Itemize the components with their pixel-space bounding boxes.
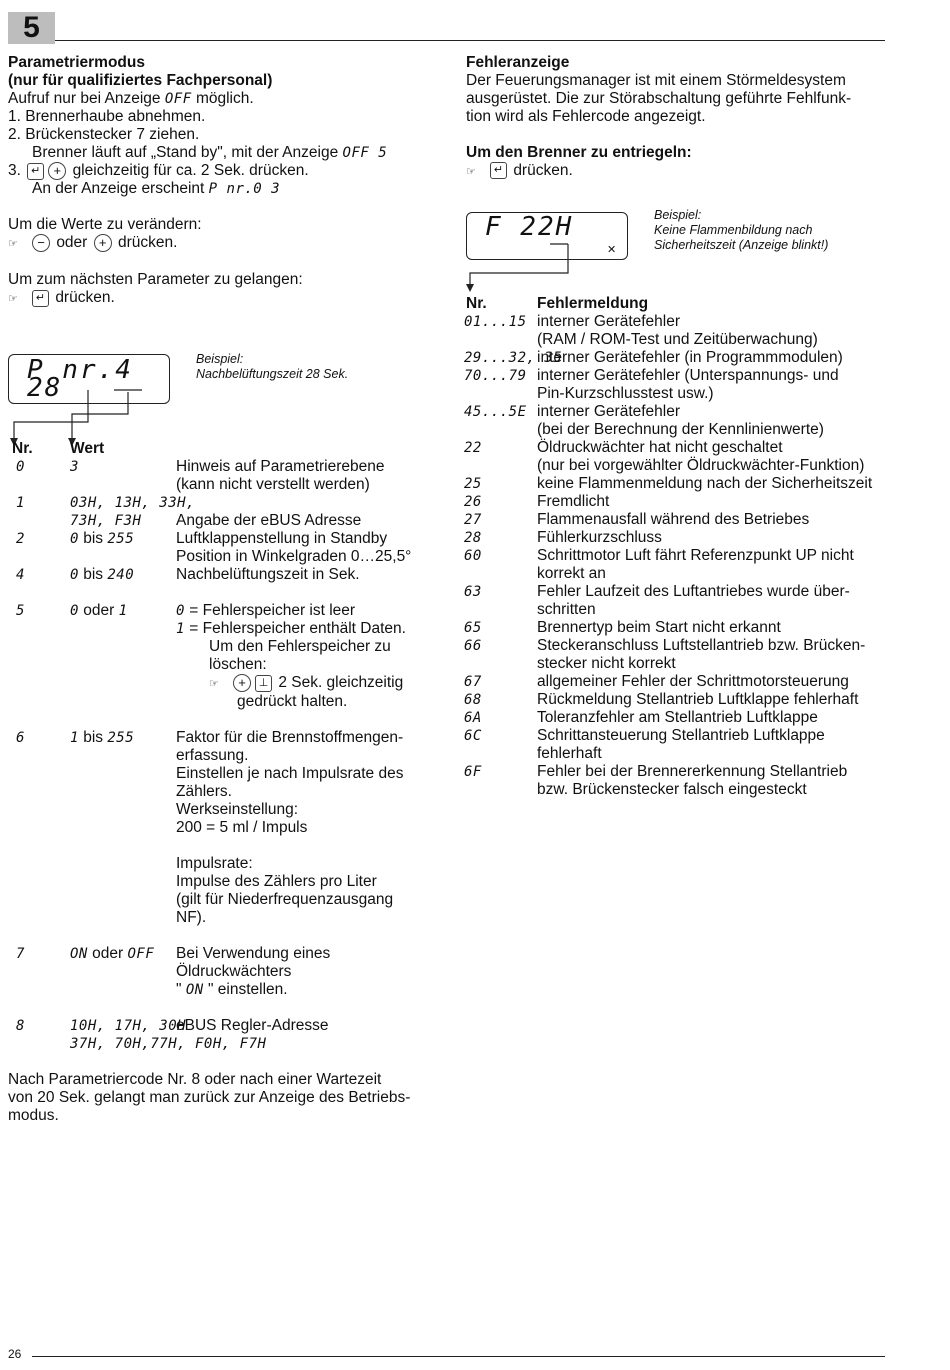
step-2b: Brenner läuft auf „Stand by", mit der Anzeige OFF 5 — [32, 144, 388, 161]
footer-note: Nach Parametriercode Nr. 8 oder nach einer Wartezeit von 20 Sek. gelangt man zurück zur Anzeige des Betriebs- modus. — [8, 1071, 411, 1124]
next-title: Um zum nächsten Parameter zu gelangen: — [8, 271, 303, 289]
right-column: Fehleranzeige Der Feuerungsmanager ist mit einem Störmeldesystem ausgerüstet. Die zur Störabschaltung geführte Fehlfunk- tion wird als Fehlercode angezeigt. Um den Brenner zu entriegeln: ☞ ↵ drücken. — [466, 54, 926, 181]
error-row: 6C Schrittansteuerung Stellantrieb Luftklappe fehlerhaft — [464, 727, 825, 762]
footer-rule — [32, 1356, 885, 1357]
section-title: Parametriermodus — [8, 54, 145, 71]
error-row: 66 Steckeranschluss Luftstellantrieb bzw. Brücken- stecker nicht korrekt — [464, 637, 866, 672]
chapter-badge: 5 — [8, 12, 55, 44]
error-row: 26 Fremdlicht — [464, 493, 610, 510]
example-label: Beispiel: — [196, 352, 244, 366]
error-row: 6A Toleranzfehler am Stellantrieb Luftklappe — [464, 709, 818, 726]
section-subtitle: (nur für qualifiziertes Fachpersonal) — [8, 72, 273, 89]
error-row: 67 allgemeiner Fehler der Schrittmotorsteuerung — [464, 673, 849, 690]
plus-key-icon: + — [48, 162, 66, 180]
call-line: Aufruf nur bei Anzeige OFF möglich. — [8, 90, 254, 107]
error-row: 63 Fehler Laufzeit des Luftantriebes wurde über- schritten — [464, 583, 850, 618]
error-row: 27 Flammenausfall während des Betriebes — [464, 511, 810, 528]
error-col-msg: Fehlermeldung — [537, 295, 649, 312]
unlock-line: ☞ ↵ drücken. — [466, 162, 573, 179]
flame-fault-icon: ✕ — [607, 244, 617, 256]
pointing-hand-icon: ☞ — [8, 238, 18, 251]
error-col-nr: Nr. — [466, 295, 487, 312]
error-row: 25 keine Flammenmeldung nach der Sicherheitszeit — [464, 475, 873, 492]
error-example-label: Beispiel: — [654, 208, 702, 222]
error-row: 70...79 interner Gerätefehler (Unterspannungs- und Pin-Kurzschlusstest usw.) — [464, 367, 839, 402]
error-table — [464, 313, 934, 799]
lcd-text: P nr.4 28 — [27, 355, 133, 403]
next-line: ☞ ↵ drücken. — [8, 289, 115, 307]
error-row: 6F Fehler bei der Brennererkennung Stellantrieb bzw. Brückenstecker falsch eingesteckt — [464, 763, 848, 798]
col-nr-header: Nr. — [12, 440, 33, 457]
col-wert-header: Wert — [70, 440, 105, 457]
example-text: Nachbelüftungszeit 28 Sek. — [196, 367, 349, 381]
pointing-hand-icon: ☞ — [209, 678, 219, 691]
enter-key-icon: ↵ — [490, 162, 507, 179]
enter-key-icon: ↵ — [27, 163, 44, 180]
header-rule — [55, 40, 885, 41]
error-example-l1: Keine Flammenbildung nach — [654, 223, 813, 237]
page-number: 26 — [8, 1347, 22, 1361]
enter-key-icon: ↵ — [32, 290, 49, 307]
error-row: 22 Öldruckwächter hat nicht geschaltet (nur bei vorgewählter Öldruckwächter-Funktion) — [464, 439, 865, 474]
step-3: 3. ↵ + gleichzeitig für ca. 2 Sek. drücken. — [8, 162, 309, 180]
lockout-key-icon: ⊥ — [255, 675, 272, 692]
unlock-title: Um den Brenner zu entriegeln: — [466, 144, 692, 161]
error-example-l2: Sicherheitszeit (Anzeige blinkt!) — [654, 238, 829, 252]
error-row: 45...5E interner Gerätefehler (bei der Berechnung der Kennlinienwerte) — [464, 403, 824, 438]
error-row: 68 Rückmeldung Stellantrieb Luftklappe fehlerhaft — [464, 691, 859, 708]
change-line: ☞ − oder + drücken. — [8, 234, 178, 252]
lcd-error-text: F 22H — [485, 212, 574, 242]
plus-key-icon: + — [233, 674, 251, 692]
error-row: 29...32, 35 interner Gerätefehler (in Programmmodulen) — [464, 349, 843, 366]
minus-key-icon: − — [32, 234, 50, 252]
plus-key-icon: + — [94, 234, 112, 252]
step-3b: An der Anzeige erscheint P nr.0 3 — [32, 180, 281, 198]
error-row: 01...15 interner Gerätefehler (RAM / ROM-Test und Zeitüberwachung) — [464, 313, 818, 348]
change-title: Um die Werte zu verändern: — [8, 216, 202, 234]
error-row: 28 Fühlerkurzschluss — [464, 529, 662, 546]
pointing-hand-icon: ☞ — [466, 166, 476, 178]
step-1: 1. Brennerhaube abnehmen. — [8, 108, 206, 125]
error-section-title: Fehleranzeige — [466, 54, 570, 71]
pointing-hand-icon: ☞ — [8, 293, 18, 306]
left-column — [8, 54, 448, 308]
step-2: 2. Brückenstecker 7 ziehen. — [8, 126, 200, 143]
error-row: 60 Schrittmotor Luft fährt Referenzpunkt UP nicht korrekt an — [464, 547, 854, 582]
lcd-error-pointer — [460, 240, 610, 295]
error-row: 65 Brennertyp beim Start nicht erkannt — [464, 619, 781, 636]
